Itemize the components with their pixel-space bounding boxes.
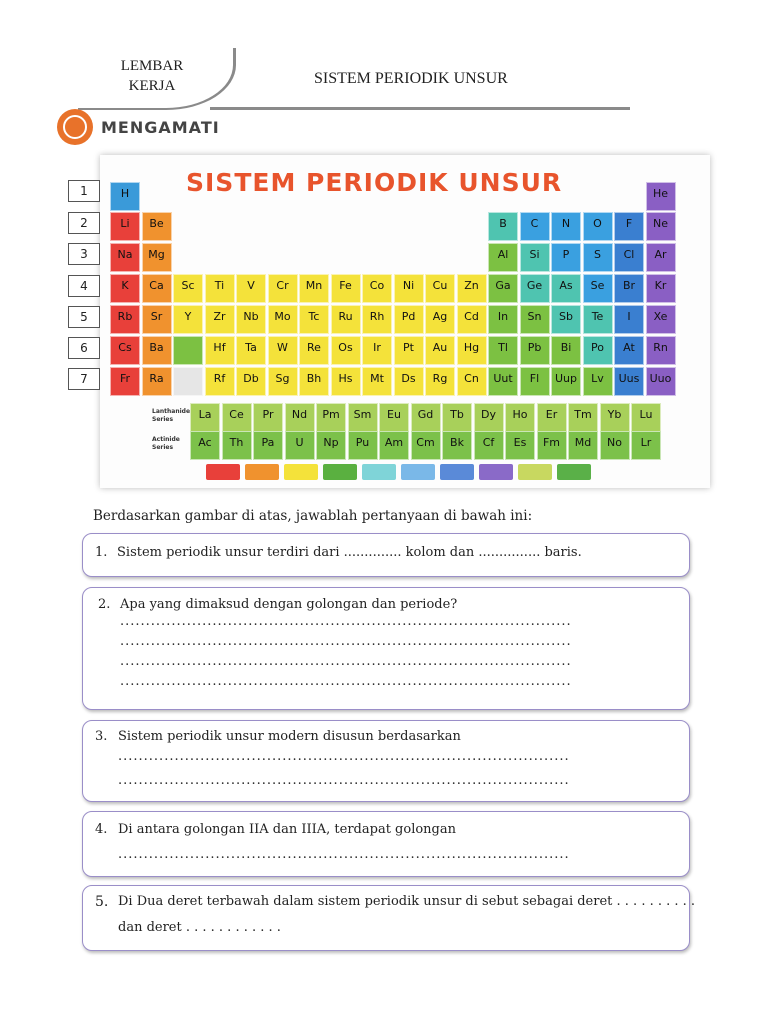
- question-3-number: 3.: [95, 729, 108, 744]
- element-nd: Nd: [285, 403, 315, 432]
- section-title: MENGAMATI: [101, 118, 220, 137]
- element-te: Te: [583, 305, 613, 334]
- element-c: C: [520, 212, 550, 241]
- element-bh: Bh: [299, 367, 329, 396]
- element-s: S: [583, 243, 613, 272]
- element-w: W: [268, 336, 298, 365]
- element-b: B: [488, 212, 518, 241]
- element-ru: Ru: [331, 305, 361, 334]
- element-ba: Ba: [142, 336, 172, 365]
- element-zn: Zn: [457, 274, 487, 303]
- element-rh: Rh: [362, 305, 392, 334]
- element-pa: Pa: [253, 431, 283, 460]
- period-label-2: 2: [68, 212, 100, 234]
- question-5-number: 5.: [95, 894, 109, 910]
- element-sn: Sn: [520, 305, 550, 334]
- element-li: Li: [110, 212, 140, 241]
- element-y: Y: [173, 305, 203, 334]
- series-label: Actinide Series: [152, 436, 180, 451]
- lembar-text: LEMBAR: [120, 58, 184, 74]
- element-n: N: [551, 212, 581, 241]
- element-br: Br: [614, 274, 644, 303]
- element-mg: Mg: [142, 243, 172, 272]
- legend-swatch: [245, 464, 279, 480]
- instructions: Berdasarkan gambar di atas, jawablah pertanyaan di bawah ini:: [93, 508, 533, 524]
- series-label: Lanthanide Series: [152, 408, 191, 423]
- element-dy: Dy: [474, 403, 504, 432]
- kerja-text: KERJA: [128, 78, 176, 94]
- answer-line[interactable]: ........................................................................................: [118, 749, 570, 764]
- question-2-text: Apa yang dimaksud dengan golongan dan periode?: [120, 597, 458, 612]
- element-uup: Uup: [551, 367, 581, 396]
- element-yb: Yb: [600, 403, 630, 432]
- element-cu: Cu: [425, 274, 455, 303]
- period-label-7: 7: [68, 368, 100, 390]
- element-sm: Sm: [348, 403, 378, 432]
- element-cr: Cr: [268, 274, 298, 303]
- period-label-6: 6: [68, 337, 100, 359]
- period-label-1: 1: [68, 180, 100, 202]
- element-kr: Kr: [646, 274, 676, 303]
- element-am: Am: [379, 431, 409, 460]
- element-pm: Pm: [316, 403, 346, 432]
- element-sr: Sr: [142, 305, 172, 334]
- element-fr: Fr: [110, 367, 140, 396]
- element-fl: Fl: [520, 367, 550, 396]
- element-cl: Cl: [614, 243, 644, 272]
- element-tl: Tl: [488, 336, 518, 365]
- period-label-3: 3: [68, 243, 100, 265]
- element-bk: Bk: [442, 431, 472, 460]
- element-cn: Cn: [457, 367, 487, 396]
- question-1-number: 1.: [95, 545, 108, 560]
- element-th: Th: [222, 431, 252, 460]
- legend-swatch: [518, 464, 552, 480]
- element-rn: Rn: [646, 336, 676, 365]
- element-tc: Tc: [299, 305, 329, 334]
- element-ra: Ra: [142, 367, 172, 396]
- element-ge: Ge: [520, 274, 550, 303]
- element-na: Na: [110, 243, 140, 272]
- element-lr: Lr: [631, 431, 661, 460]
- element-xe: Xe: [646, 305, 676, 334]
- element-fe: Fe: [331, 274, 361, 303]
- legend-swatch: [206, 464, 240, 480]
- element-pd: Pd: [394, 305, 424, 334]
- element-hs: Hs: [331, 367, 361, 396]
- page-title: SISTEM PERIODIK UNSUR: [314, 70, 508, 87]
- element-la: La: [190, 403, 220, 432]
- element-tm: Tm: [568, 403, 598, 432]
- element-os: Os: [331, 336, 361, 365]
- element-rb: Rb: [110, 305, 140, 334]
- element-zr: Zr: [205, 305, 235, 334]
- legend-swatch: [479, 464, 513, 480]
- period-label-4: 4: [68, 275, 100, 297]
- legend-swatch: [440, 464, 474, 480]
- element-o: O: [583, 212, 613, 241]
- legend-swatch: [401, 464, 435, 480]
- element-er: Er: [537, 403, 567, 432]
- answer-line[interactable]: ........................................................................................: [120, 614, 572, 629]
- element-he: He: [646, 182, 676, 211]
- element-si: Si: [520, 243, 550, 272]
- element-po: Po: [583, 336, 613, 365]
- answer-line[interactable]: ........................................................................................: [118, 773, 570, 788]
- header-divider: [210, 107, 630, 110]
- element-placeholder: [173, 367, 203, 396]
- question-4-number: 4.: [95, 822, 108, 837]
- element-gd: Gd: [411, 403, 441, 432]
- element-ne: Ne: [646, 212, 676, 241]
- element-cm: Cm: [411, 431, 441, 460]
- element-sb: Sb: [551, 305, 581, 334]
- element-mn: Mn: [299, 274, 329, 303]
- element-placeholder: [173, 336, 203, 365]
- element-md: Md: [568, 431, 598, 460]
- element-hg: Hg: [457, 336, 487, 365]
- element-pt: Pt: [394, 336, 424, 365]
- element-nb: Nb: [236, 305, 266, 334]
- legend-swatch: [362, 464, 396, 480]
- element-cf: Cf: [474, 431, 504, 460]
- element-bi: Bi: [551, 336, 581, 365]
- element-cd: Cd: [457, 305, 487, 334]
- element-mt: Mt: [362, 367, 392, 396]
- element-as: As: [551, 274, 581, 303]
- element-k: K: [110, 274, 140, 303]
- question-1-text: Sistem periodik unsur terdiri dari .............. kolom dan ............... baris.: [117, 545, 582, 560]
- element-i: I: [614, 305, 644, 334]
- legend-swatch: [557, 464, 591, 480]
- element-ti: Ti: [205, 274, 235, 303]
- element-mo: Mo: [268, 305, 298, 334]
- question-2-number: 2.: [98, 597, 111, 612]
- element-ca: Ca: [142, 274, 172, 303]
- question-5-text-cont: dan deret . . . . . . . . . . . .: [118, 920, 281, 935]
- element-ac: Ac: [190, 431, 220, 460]
- element-rf: Rf: [205, 367, 235, 396]
- element-fm: Fm: [537, 431, 567, 460]
- element-ho: Ho: [505, 403, 535, 432]
- element-ag: Ag: [425, 305, 455, 334]
- question-4-box: [82, 811, 690, 877]
- element-ce: Ce: [222, 403, 252, 432]
- element-h: H: [110, 182, 140, 211]
- element-hf: Hf: [205, 336, 235, 365]
- element-pb: Pb: [520, 336, 550, 365]
- element-p: P: [551, 243, 581, 272]
- periodic-table-title: SISTEM PERIODIK UNSUR: [186, 168, 563, 197]
- element-f: F: [614, 212, 644, 241]
- lembar-kerja-label: [92, 56, 212, 96]
- element-au: Au: [425, 336, 455, 365]
- element-tb: Tb: [442, 403, 472, 432]
- element-db: Db: [236, 367, 266, 396]
- period-label-5: 5: [68, 306, 100, 328]
- element-sg: Sg: [268, 367, 298, 396]
- element-v: V: [236, 274, 266, 303]
- element-ga: Ga: [488, 274, 518, 303]
- question-3-text: Sistem periodik unsur modern disusun berdasarkan: [118, 729, 461, 744]
- element-pr: Pr: [253, 403, 283, 432]
- element-al: Al: [488, 243, 518, 272]
- answer-line[interactable]: ........................................................................................: [118, 847, 570, 862]
- element-sc: Sc: [173, 274, 203, 303]
- element-u: U: [285, 431, 315, 460]
- element-lv: Lv: [583, 367, 613, 396]
- answer-line[interactable]: ........................................................................................: [120, 634, 572, 649]
- element-se: Se: [583, 274, 613, 303]
- element-in: In: [488, 305, 518, 334]
- element-cs: Cs: [110, 336, 140, 365]
- element-co: Co: [362, 274, 392, 303]
- element-pu: Pu: [348, 431, 378, 460]
- element-be: Be: [142, 212, 172, 241]
- element-at: At: [614, 336, 644, 365]
- element-ar: Ar: [646, 243, 676, 272]
- answer-line[interactable]: ........................................................................................: [120, 674, 572, 689]
- element-uut: Uut: [488, 367, 518, 396]
- question-4-text: Di antara golongan IIA dan IIIA, terdapat golongan: [118, 822, 456, 837]
- legend-swatch: [284, 464, 318, 480]
- legend-swatch: [323, 464, 357, 480]
- element-eu: Eu: [379, 403, 409, 432]
- element-ir: Ir: [362, 336, 392, 365]
- element-ni: Ni: [394, 274, 424, 303]
- element-re: Re: [299, 336, 329, 365]
- element-rg: Rg: [425, 367, 455, 396]
- element-uuo: Uuo: [646, 367, 676, 396]
- observe-icon-inner: [63, 115, 87, 139]
- element-ds: Ds: [394, 367, 424, 396]
- question-5-text: Di Dua deret terbawah dalam sistem periodik unsur di sebut sebagai deret . . . . . . . . . .: [118, 894, 696, 909]
- element-ta: Ta: [236, 336, 266, 365]
- element-lu: Lu: [631, 403, 661, 432]
- element-es: Es: [505, 431, 535, 460]
- element-uus: Uus: [614, 367, 644, 396]
- element-np: Np: [316, 431, 346, 460]
- element-no: No: [600, 431, 630, 460]
- answer-line[interactable]: ........................................................................................: [120, 654, 572, 669]
